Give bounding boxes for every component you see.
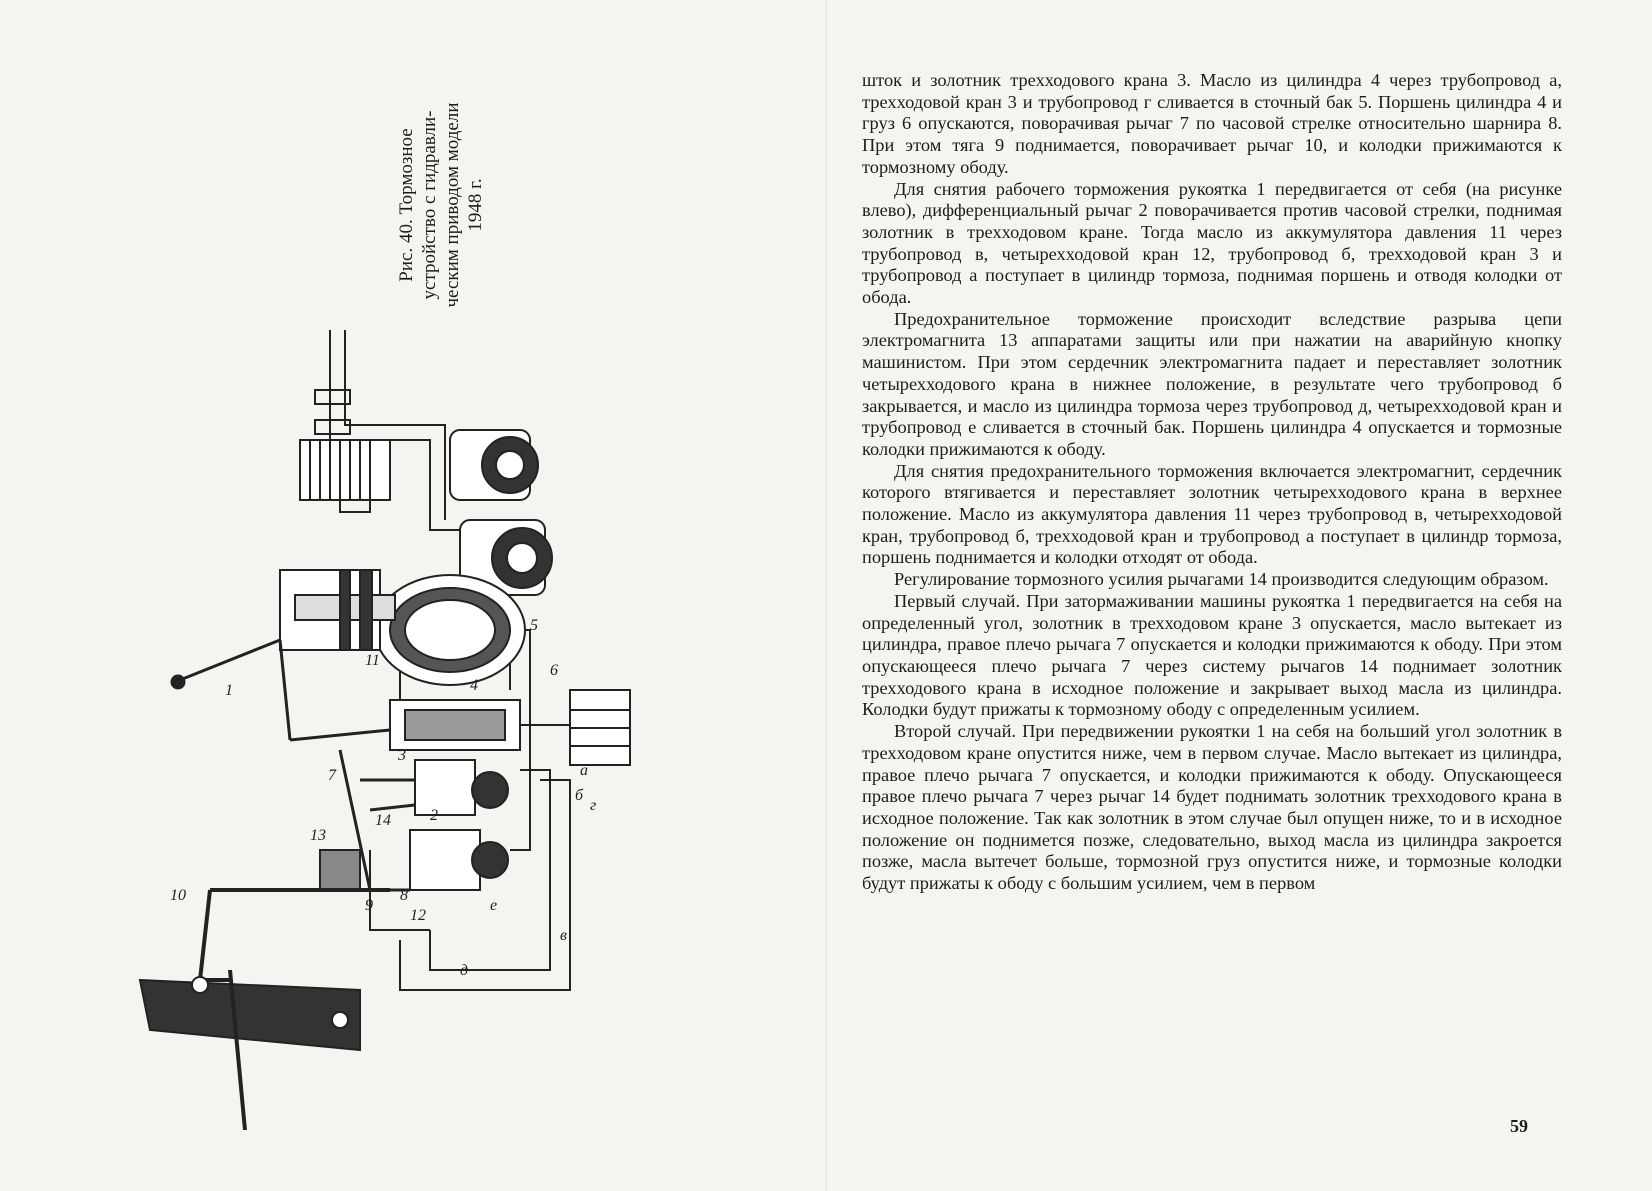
figure-label: д (460, 962, 469, 979)
figure-label: а (580, 762, 588, 779)
figure-label: 13 (310, 827, 326, 844)
paragraph: Регулирование тормозного усилия рычагами 14 производится следующим образом. (894, 569, 1549, 590)
figure-label: в (560, 927, 567, 944)
brake-weight (570, 690, 630, 765)
valve-block (410, 760, 508, 890)
right-page (862, 70, 1562, 1170)
motor-unit (450, 430, 538, 500)
brake-cylinder (390, 700, 570, 750)
figure-label: 4 (470, 677, 478, 694)
page-gutter (826, 0, 827, 1191)
figure-label: 1 (225, 682, 233, 699)
figure-label: 14 (375, 812, 391, 829)
page-number: 59 (1510, 1116, 1528, 1136)
figure-label: 5 (530, 617, 538, 634)
paragraph: Предохранительное торможение происходит вследствие разрыва цепи электромагнита 13 аппаратами защиты или при нажатии на аварийную кнопку машинистом. При этом сердечник электромагнита падает и переставляет золотник четырехходового крана в нижнее положение, в результате чего трубопровод б закрывается, и масло из цилиндра тормоза через трубопровод д, четырехходовой кран и трубопровод е сливается в сточный бак. Поршень цилиндра 4 опускается и тормозные колодки прижимаются к ободу. (862, 308, 1562, 459)
brake-drawing-svg (130, 330, 690, 1130)
figure-label: 7 (328, 767, 336, 784)
paragraph: шток и золотник трехходового крана 3. Масло из цилиндра 4 через трубопровод а, трехходовой кран 3 и трубопровод г сливается в сточный бак 5. Поршень цилиндра 4 и груз 6 опускаются, поворачивая рычаг 7 по часовой стрелке относительно шарнира 8. При этом тяга 9 поднимается, поворачивает рычаг 10, и колодки прижимаются к тормозному ободу. (862, 70, 1562, 177)
figure-label: е (490, 897, 498, 914)
figure-label: 9 (365, 897, 373, 914)
paragraph: Первый случай. При затормаживании машины рукоятка 1 передвигается на себя на определенный угол, золотник в трехходовом кране 3 опускается, масло вытекает из цилиндра, правое плечо рычага 7 опускается и колодки прижимаются к ободу. При этом опускающееся плечо рычага 7 через систему рычагов 14 поднимает золотник трехходового крана в исходное положение и закрывает выход масла из цилиндра. Колодки будут прижаты к тормозному ободу с определенным усилием. (862, 590, 1562, 720)
brake-drawing (130, 330, 690, 1130)
paragraph: Второй случай. При передвижении рукоятки 1 на себя на больший угол золотник в трехходовом кране опустится ниже, чем в первом случае. Масло вытекает из цилиндра, правое плечо рычага 7 опускается, и колодки прижимаются к ободу. Опускающееся правое плечо рычага 7 через рычаг 14 будет поднимать золотник трехходового крана в исходное положение. Так как золотник в этом случае был опущен ниже, то и в исходное положение он поднимется позже, следовательно, выход масла из цилиндра закроется позже, масла вытечет больше, тормозной груз опустится ниже, и тормозные колодки будут прижаты к ободу с большим усилием, чем в первом (862, 721, 1562, 894)
paragraph: Для снятия рабочего торможения рукоятка 1 передвигается от себя (на рисунке влево), дифференциальный рычаг 2 поворачивается против часовой стрелки, поднимая золотник в трехходовом кране. Тогда масло из аккумулятора давления 11 через трубопровод в, четырехходовой кран 12, трубопровод б, трехходовой кран 3 и трубопровод а поступает в цилиндр тормоза, поднимая поршень и отводя колодки от обода. (862, 178, 1562, 308)
figure-label: 2 (430, 807, 438, 824)
caption-line: 1948 г. (465, 178, 486, 232)
figure-label: 6 (550, 662, 558, 679)
electromagnet (320, 850, 360, 890)
accumulator-cylinder (280, 570, 395, 650)
figure-label: 10 (170, 887, 186, 904)
caption-line: Рис. 40. Тормозное (396, 128, 417, 282)
paragraph: Для снятия предохранительного торможения включается электромагнит, сердечник которого втягивается и переставляет золотник четырехходового крана в верхнее положение. Масло из аккумулятора давления 11 через трубопровод в, четырехходовой кран, трубопровод б, трехходовой кран и трубопровод а поступает в цилиндр тормоза, поршень поднимается и колодки отходят от обода. (862, 460, 1562, 568)
caption-line: устройство с гидравли- (419, 110, 440, 300)
figure-label: 11 (365, 652, 380, 669)
figure-label: б (575, 787, 584, 804)
accumulator-top (300, 440, 390, 500)
figure-label: 12 (410, 907, 426, 924)
figure-caption (395, 85, 505, 325)
valve (340, 500, 370, 512)
tank (375, 575, 525, 685)
figure-label: г (590, 797, 597, 814)
figure-label: 3 (398, 747, 406, 764)
brake-lever (200, 890, 390, 980)
caption-line: ческим приводом модели (442, 102, 463, 308)
brake-shoe (140, 970, 360, 1130)
figure-label: 8 (400, 887, 408, 904)
